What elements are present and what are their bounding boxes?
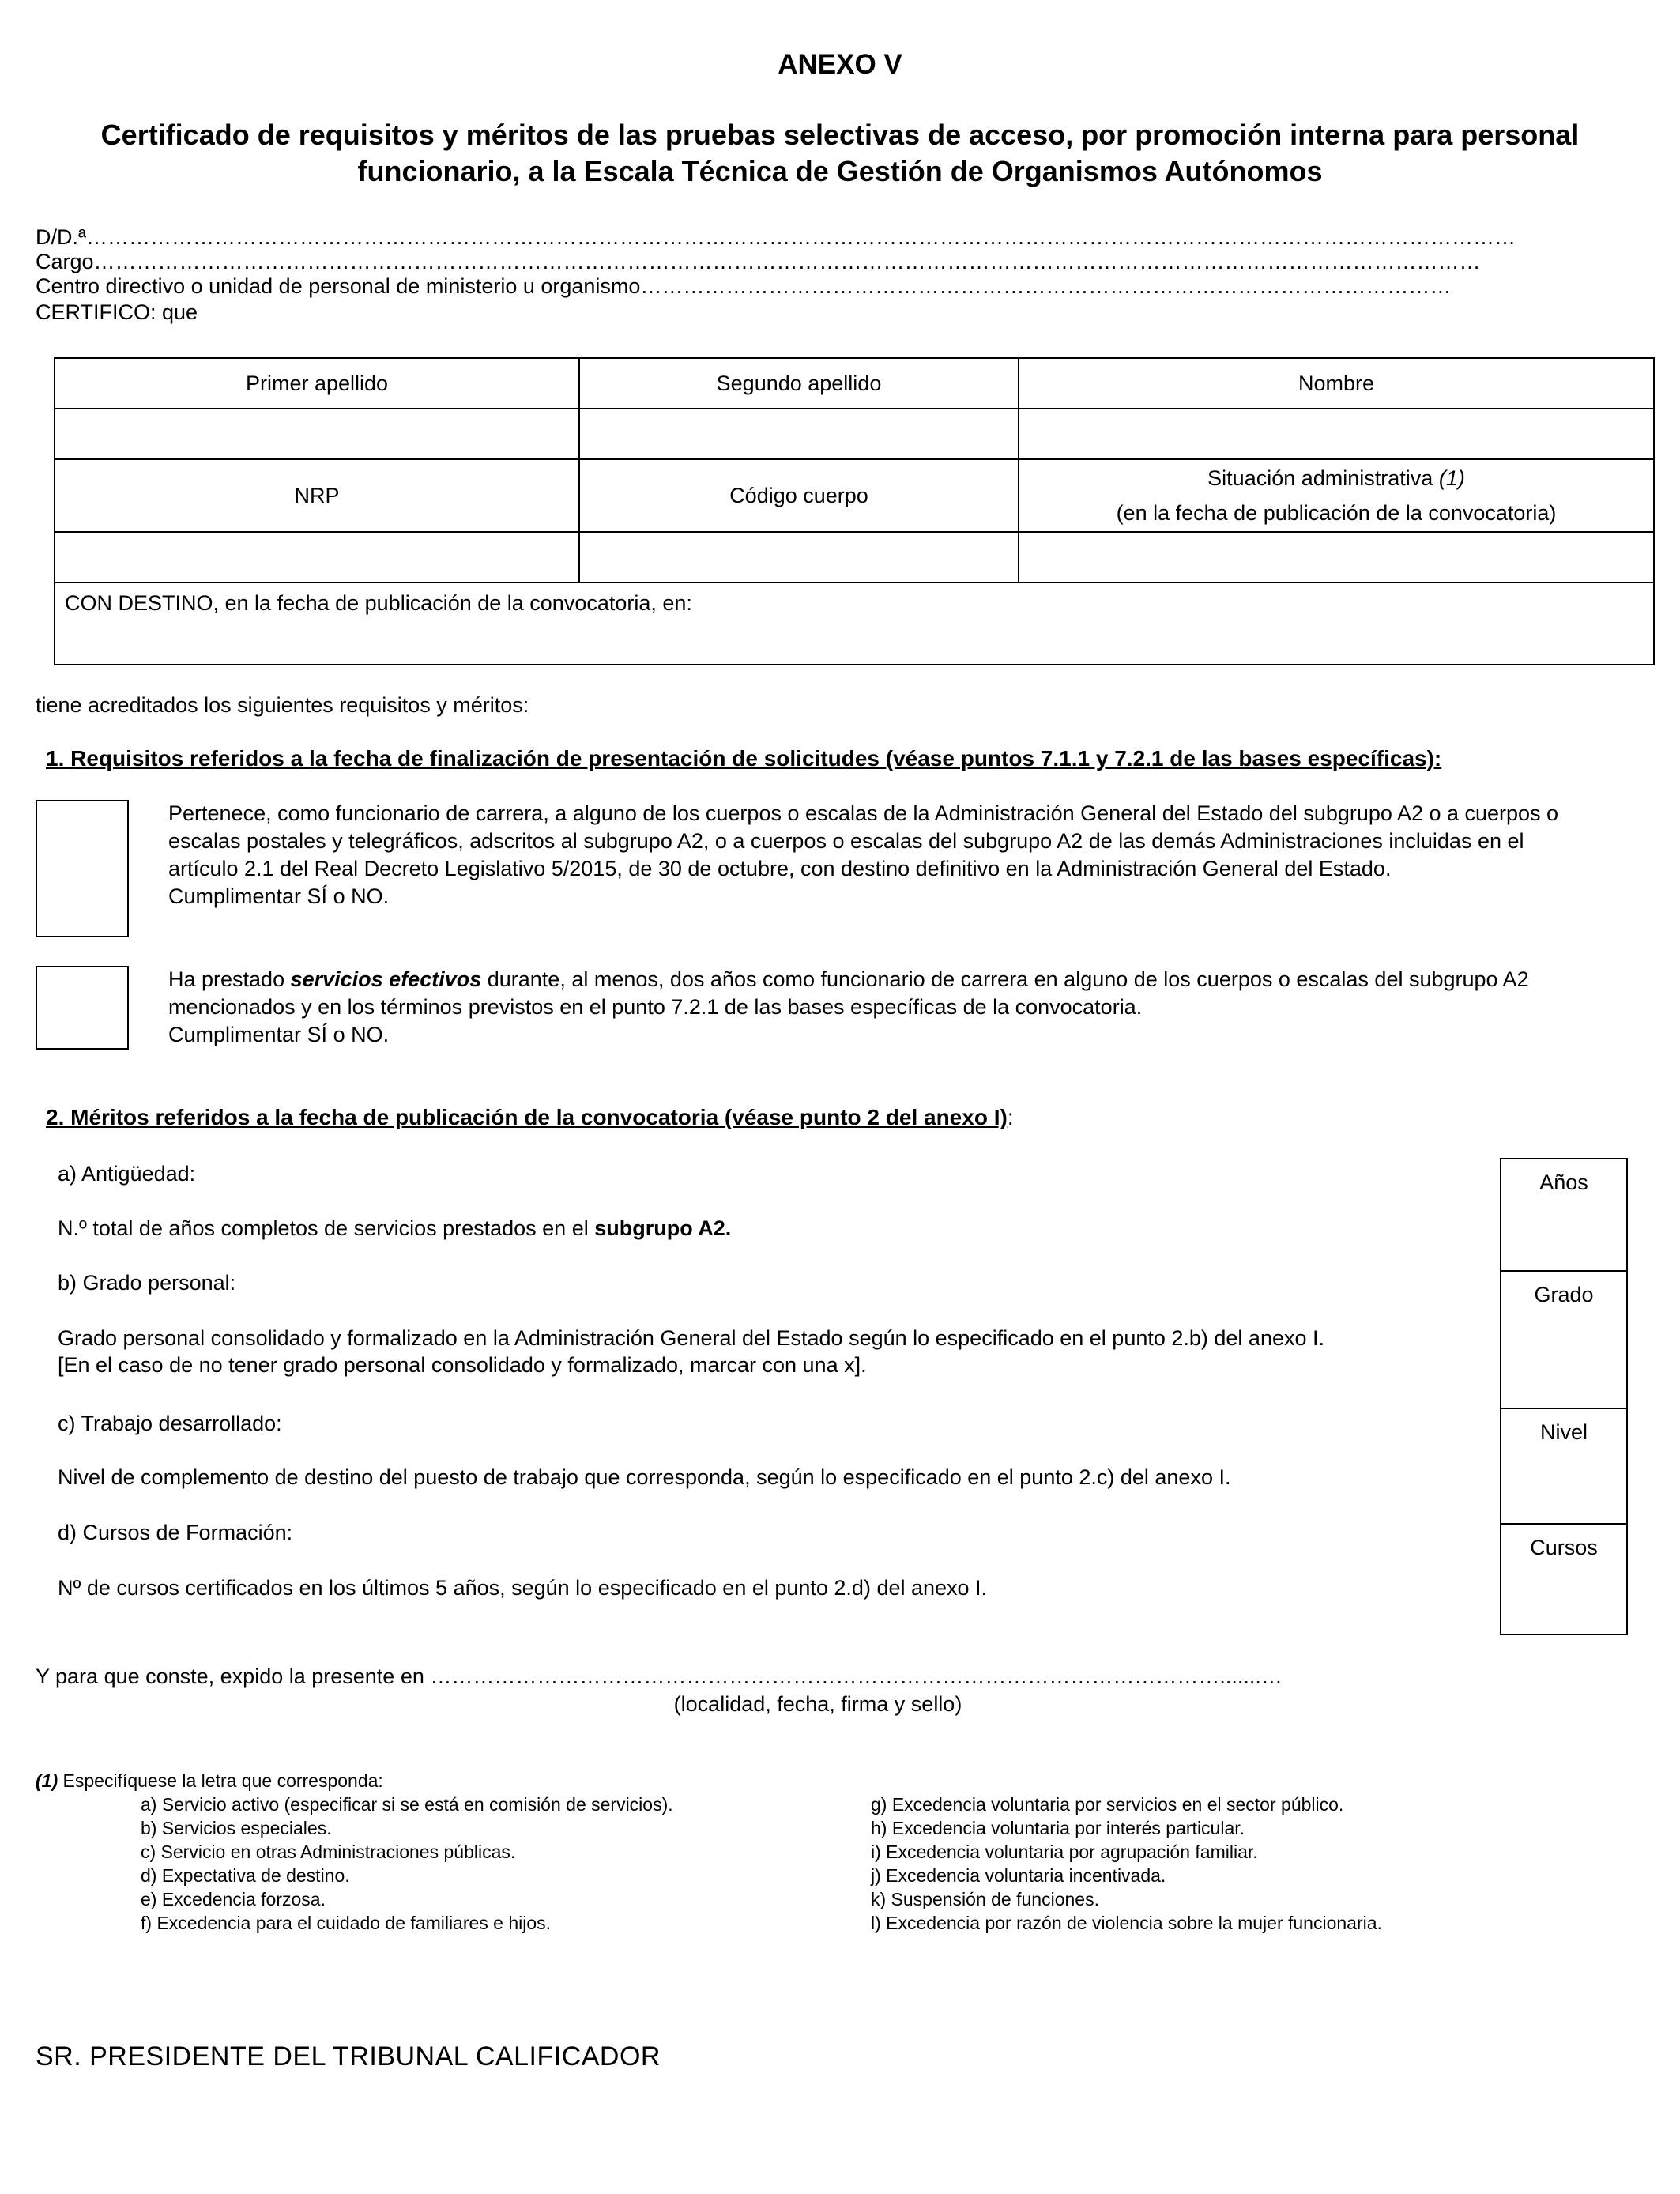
input-nombre[interactable] bbox=[1019, 409, 1654, 459]
req2-emphasis: servicios efectivos bbox=[290, 967, 482, 991]
merit-a-label: a) Antigüedad: bbox=[58, 1162, 196, 1186]
footnote-item: l) Excedencia por razón de violencia sobre la mujer funcionaria. bbox=[871, 1913, 1382, 1933]
destino-label: CON DESTINO, en la fecha de publicación de la convocatoria, en: bbox=[65, 591, 692, 615]
footnote-item: g) Excedencia voluntaria por servicios en el sector público. bbox=[871, 1794, 1344, 1815]
req1-checkbox[interactable] bbox=[36, 800, 129, 937]
situacion-ref: (1) bbox=[1438, 466, 1465, 490]
subtitle-line-1: Certificado de requisitos y méritos de las pruebas selectivas de acceso, por promoción interna para personal bbox=[100, 119, 1580, 151]
merit-b-text-2: [En el caso de no tener grado personal consolidado y formalizado, marcar con una x]. bbox=[58, 1353, 867, 1377]
score-cell-nivel[interactable]: Nivel bbox=[1501, 1408, 1626, 1523]
header-situacion bbox=[1019, 459, 1654, 532]
merits-score-table bbox=[1500, 1158, 1628, 1635]
merit-b-label: b) Grado personal: bbox=[58, 1271, 236, 1295]
destino-cell[interactable] bbox=[55, 582, 1654, 665]
input-segundo-apellido[interactable] bbox=[579, 409, 1019, 459]
merit-b-text-1: Grado personal consolidado y formalizado en la Administración General del Estado según lo especificado en el punto 2.b) del anexo I. bbox=[58, 1326, 1324, 1350]
req2-block bbox=[168, 966, 1583, 1049]
merit-a-text: N.º total de años completos de servicios prestados en el subgrupo A2. bbox=[58, 1216, 732, 1240]
input-situacion[interactable] bbox=[1019, 532, 1654, 582]
section-2-heading: 2. Méritos referidos a la fecha de publicación de la convocatoria (véase punto 2 del anexo I): bbox=[46, 1105, 1014, 1129]
header-nrp: NRP bbox=[55, 459, 579, 532]
req1-block bbox=[168, 800, 1583, 910]
header-primer-apellido: Primer apellido bbox=[55, 358, 579, 409]
merit-d-label: d) Cursos de Formación: bbox=[58, 1521, 293, 1544]
footnote-item: c) Servicio en otras Administraciones públicas. bbox=[141, 1842, 516, 1862]
dd-field[interactable]: D/D.ª………………………………………………………………………………………………………………………………………………………………………………… bbox=[36, 225, 1516, 249]
footnote-left-list bbox=[141, 1793, 673, 1935]
req2-checkbox[interactable] bbox=[36, 966, 129, 1050]
footnote-right-list bbox=[871, 1793, 1382, 1935]
merit-d-text: Nº de cursos certificados en los últimos 5 años, según lo especificado en el punto 2.d) del anexo I. bbox=[58, 1576, 988, 1600]
header-codigo-cuerpo: Código cuerpo bbox=[579, 459, 1019, 532]
req1-text: Pertenece, como funcionario de carrera, a alguno de los cuerpos o escalas de la Administración General del Estado del subgrupo A2 o a cuerpos o escalas postales y telegráficos, adscritos al subgrupo A2, o a cuerpos o escalas del subgrupo A2 de las demás Administraciones incluidas en el artículo 2.1 del Real Decreto Legislativo 5/2015, de 30 de octubre, con destino definitivo en la Administración General del Estado. bbox=[168, 801, 1559, 880]
addressee-footer: SR. PRESIDENTE DEL TRIBUNAL CALIFICADOR bbox=[36, 2041, 661, 2071]
closing-line[interactable]: Y para que conste, expido la presente en ………………………………………………………………………………………………….......… bbox=[36, 1664, 1283, 1688]
intro-text: tiene acreditados los siguientes requisitos y méritos: bbox=[36, 693, 529, 717]
centro-field[interactable]: Centro directivo o unidad de personal de ministerio u organismo…………………………………………………………………………………………………… bbox=[36, 274, 1452, 298]
input-primer-apellido[interactable] bbox=[55, 409, 579, 459]
footnote-item: j) Excedencia voluntaria incentivada. bbox=[871, 1865, 1166, 1886]
identity-table bbox=[54, 357, 1655, 665]
annex-title: ANEXO V bbox=[778, 49, 902, 80]
footnote-item: b) Servicios especiales. bbox=[141, 1818, 332, 1838]
merit-c-text: Nivel de complemento de destino del puesto de trabajo que corresponda, según lo especificado en el punto 2.c) del anexo I. bbox=[58, 1465, 1231, 1489]
header-segundo-apellido: Segundo apellido bbox=[579, 358, 1019, 409]
footnote-item: d) Expectativa de destino. bbox=[141, 1865, 350, 1886]
footnote-item: i) Excedencia voluntaria por agrupación familiar. bbox=[871, 1842, 1258, 1862]
closing-sub: (localidad, fecha, firma y sello) bbox=[673, 1692, 962, 1716]
certifico-label: CERTIFICO: que bbox=[36, 300, 198, 324]
req1-note: Cumplimentar SÍ o NO. bbox=[168, 884, 390, 908]
header-nombre: Nombre bbox=[1019, 358, 1654, 409]
req2-text: Ha prestado servicios efectivos durante, al menos, dos años como funcionario de carrera en alguno de los cuerpos o escalas del subgrupo A2 mencionados y en los términos previstos en el punto 7.2.1 de las bases específicas de la convocatoria. bbox=[168, 967, 1529, 1019]
merit-c-label: c) Trabajo desarrollado: bbox=[58, 1412, 282, 1435]
footnote-item: k) Suspensión de funciones. bbox=[871, 1889, 1099, 1909]
situacion-label: Situación administrativa bbox=[1207, 466, 1433, 490]
score-cell-anos[interactable]: Años bbox=[1539, 1171, 1588, 1194]
subtitle-line-2: funcionario, a la Escala Técnica de Gestión de Organismos Autónomos bbox=[357, 155, 1323, 187]
footnote-item: e) Excedencia forzosa. bbox=[141, 1889, 326, 1909]
req2-note: Cumplimentar SÍ o NO. bbox=[168, 1023, 390, 1046]
section-1-heading: 1. Requisitos referidos a la fecha de finalización de presentación de solicitudes (véase puntos 7.1.1 y 7.2.1 de las bases específicas): bbox=[46, 746, 1442, 771]
situacion-sub: (en la fecha de publicación de la convocatoria) bbox=[1116, 501, 1557, 525]
document-subtitle bbox=[32, 117, 1648, 190]
footnote-intro: (1) Especifíquese la letra que corresponda: bbox=[36, 1770, 383, 1791]
footnote-item: a) Servicio activo (especificar si se está en comisión de servicios). bbox=[141, 1794, 673, 1815]
footnote-item: f) Excedencia para el cuidado de familiares e hijos. bbox=[141, 1913, 552, 1933]
cargo-field[interactable]: Cargo…………………………………………………………………………………………………………………………………………………………………………… bbox=[36, 250, 1481, 273]
score-cell-grado[interactable]: Grado bbox=[1501, 1270, 1626, 1408]
footnote-item: h) Excedencia voluntaria por interés particular. bbox=[871, 1818, 1245, 1838]
score-cell-cursos[interactable]: Cursos bbox=[1501, 1523, 1626, 1634]
input-nrp[interactable] bbox=[55, 532, 579, 582]
input-codigo-cuerpo[interactable] bbox=[579, 532, 1019, 582]
